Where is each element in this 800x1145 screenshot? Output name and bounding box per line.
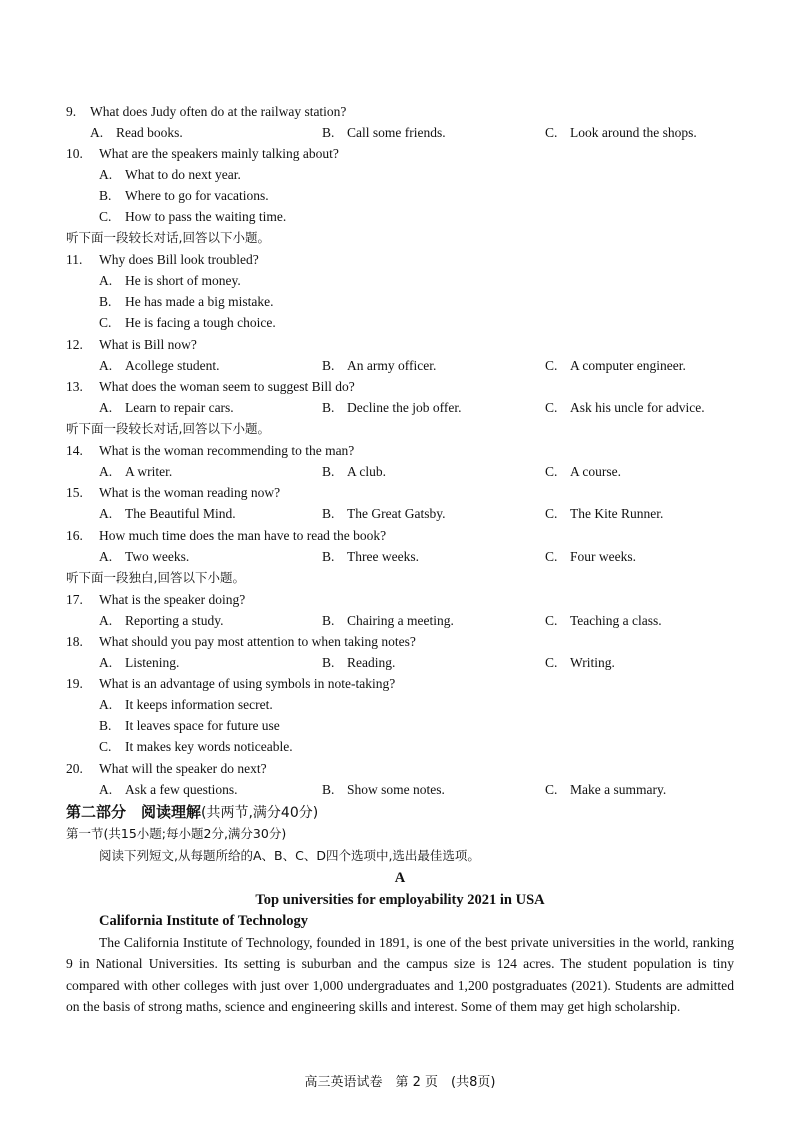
option-label: B. <box>322 125 335 140</box>
option-text: Acollege student. <box>125 358 220 373</box>
option-label: A. <box>90 125 104 140</box>
option-label: C. <box>545 358 558 373</box>
option-text: Read books. <box>116 125 183 140</box>
question-number: 16. <box>66 528 83 543</box>
question-number: 12. <box>66 337 83 352</box>
question-number: 17. <box>66 592 83 607</box>
option-text: It leaves space for future use <box>125 718 280 733</box>
option-label: C. <box>545 613 558 628</box>
option-label: C. <box>99 209 112 224</box>
option-text: Writing. <box>570 655 615 670</box>
option-label: C. <box>99 315 112 330</box>
option-text: A computer engineer. <box>570 358 686 373</box>
option-label: C. <box>545 125 558 140</box>
question-text: What are the speakers mainly talking about? <box>99 146 339 161</box>
question-text: What is the woman reading now? <box>99 485 281 500</box>
option-text: Call some friends. <box>347 125 446 140</box>
option-label: B. <box>99 718 112 733</box>
passage-subtitle: California Institute of Technology <box>99 913 309 929</box>
listening-instruction: 听下面一段较长对话,回答以下小题。 <box>66 230 270 245</box>
question-text: What is an advantage of using symbols in note-taking? <box>99 676 396 691</box>
option-text: Where to go for vacations. <box>125 188 269 203</box>
option-label: A. <box>99 464 113 479</box>
option-text: Four weeks. <box>570 549 636 564</box>
question-number: 19. <box>66 676 83 691</box>
option-label: A. <box>99 697 113 712</box>
listening-instruction: 听下面一段独白,回答以下小题。 <box>66 570 245 585</box>
option-label: A. <box>99 782 113 797</box>
question-text: What does the woman seem to suggest Bill do? <box>99 379 355 394</box>
option-label: C. <box>545 655 558 670</box>
section-heading: 第一节(共15小题;每小题2分,满分30分) <box>66 826 287 841</box>
option-text: Reporting a study. <box>125 613 224 628</box>
option-label: A. <box>99 167 113 182</box>
option-text: Make a summary. <box>570 782 667 797</box>
option-label: B. <box>322 613 335 628</box>
option-label: B. <box>322 655 335 670</box>
option-text: It makes key words noticeable. <box>125 739 293 754</box>
option-text: Look around the shops. <box>570 125 697 140</box>
part-title <box>66 802 318 823</box>
option-text: How to pass the waiting time. <box>125 209 287 224</box>
part-title-sub: (共两节,满分40分) <box>201 805 319 821</box>
option-label: A. <box>99 273 113 288</box>
passage-title: Top universities for employability 2021 in USA <box>255 892 545 908</box>
part-title-main: 第二部分 阅读理解 <box>66 803 202 821</box>
passage-paragraph: The California Institute of Technology, founded in 1891, is one of the best private universities in the world, ranking 9 in National Universities. Its setting is suburban and the campus size is 124 acres. The student population is tiny compared with other colleges with just over 1,000 undergraduates and 1,200 postgraduates (2021). Students are admitted on the basis of strong maths, science and engineering skills and interest. Some of them may get high scholarship. <box>66 935 734 1015</box>
question-number: 14. <box>66 443 83 458</box>
option-label: B. <box>322 464 335 479</box>
option-label: C. <box>545 400 558 415</box>
option-label: A. <box>99 358 113 373</box>
option-label: C. <box>545 464 558 479</box>
option-label: B. <box>322 782 335 797</box>
option-text: Show some notes. <box>347 782 445 797</box>
option-label: C. <box>545 549 558 564</box>
option-label: A. <box>99 549 113 564</box>
question-text: Why does Bill look troubled? <box>99 252 259 267</box>
option-label: A. <box>99 506 113 521</box>
question-text: What is the speaker doing? <box>99 592 246 607</box>
question-number: 13. <box>66 379 83 394</box>
option-label: B. <box>322 400 335 415</box>
question-number: 18. <box>66 634 83 649</box>
option-text: A club. <box>347 464 386 479</box>
question-number: 10. <box>66 146 83 161</box>
question-text: What should you pay most attention to when taking notes? <box>99 634 416 649</box>
option-text: Three weeks. <box>347 549 419 564</box>
option-label: B. <box>322 549 335 564</box>
option-text: An army officer. <box>347 358 437 373</box>
question-number: 15. <box>66 485 83 500</box>
question-text: How much time does the man have to read the book? <box>99 528 387 543</box>
option-text: What to do next year. <box>125 167 241 182</box>
question-number: 11. <box>66 252 83 267</box>
option-text: Decline the job offer. <box>347 400 462 415</box>
question-text: What will the speaker do next? <box>99 761 267 776</box>
question-text: What does Judy often do at the railway station? <box>90 104 347 119</box>
section-directions: 阅读下列短文,从每题所给的A、B、C、D四个选项中,选出最佳选项。 <box>99 848 480 863</box>
question-number: 20. <box>66 761 83 776</box>
option-label: B. <box>322 358 335 373</box>
option-text: He is facing a tough choice. <box>125 315 276 330</box>
option-text: It keeps information secret. <box>125 697 273 712</box>
option-label: A. <box>99 613 113 628</box>
option-label: B. <box>322 506 335 521</box>
page-footer: 高三英语试卷 第 2 页 (共8页) <box>304 1075 496 1090</box>
option-label: A. <box>99 400 113 415</box>
option-text: He is short of money. <box>125 273 241 288</box>
option-text: Teaching a class. <box>570 613 662 628</box>
question-text: What is Bill now? <box>99 337 197 352</box>
option-text: The Kite Runner. <box>570 506 664 521</box>
option-text: Two weeks. <box>125 549 190 564</box>
option-label: C. <box>545 506 558 521</box>
option-text: Learn to repair cars. <box>125 400 234 415</box>
option-text: A writer. <box>125 464 173 479</box>
option-label: B. <box>99 188 112 203</box>
option-label: B. <box>99 294 112 309</box>
listening-instruction: 听下面一段较长对话,回答以下小题。 <box>66 421 270 436</box>
option-text: He has made a big mistake. <box>125 294 274 309</box>
option-text: The Great Gatsby. <box>347 506 446 521</box>
option-text: Chairing a meeting. <box>347 613 454 628</box>
option-text: Ask a few questions. <box>125 782 238 797</box>
option-text: Listening. <box>125 655 180 670</box>
passage-letter: A <box>394 870 406 886</box>
option-label: C. <box>545 782 558 797</box>
option-label: A. <box>99 655 113 670</box>
option-text: Reading. <box>347 655 396 670</box>
option-label: C. <box>99 739 112 754</box>
question-number: 9. <box>66 104 77 119</box>
option-text: A course. <box>570 464 621 479</box>
question-text: What is the woman recommending to the man? <box>99 443 355 458</box>
option-text: Ask his uncle for advice. <box>570 400 705 415</box>
option-text: The Beautiful Mind. <box>125 506 236 521</box>
